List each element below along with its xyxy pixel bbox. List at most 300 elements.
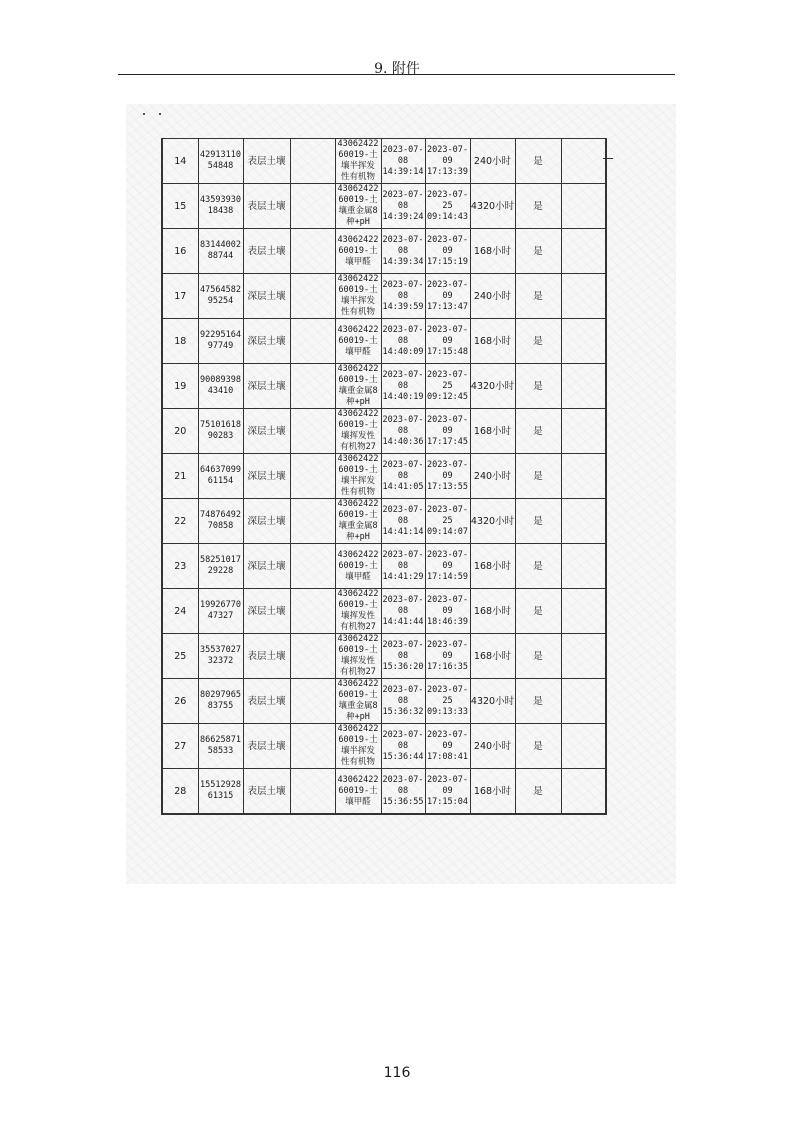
cell-line: 17:15:48 bbox=[427, 346, 468, 357]
table-row bbox=[162, 274, 606, 319]
sample-id-lines bbox=[199, 375, 243, 397]
cell-line: 2023-07- bbox=[382, 594, 424, 605]
project-code-lines bbox=[336, 634, 381, 678]
cell-line: 2023-07- bbox=[382, 549, 424, 560]
cell-line: 47564582 bbox=[200, 285, 241, 295]
sample-id-cell bbox=[198, 364, 243, 409]
row-index-cell: 15 bbox=[162, 184, 198, 229]
cell-line: 09:13:33 bbox=[427, 706, 468, 717]
table-row bbox=[162, 589, 606, 634]
cell-line: 2023-07- bbox=[427, 549, 468, 560]
cell-line: 83755 bbox=[207, 701, 234, 711]
blank-cell bbox=[290, 544, 335, 589]
cell-line: 18:46:39 bbox=[427, 616, 468, 627]
cell-line: 43062422 bbox=[337, 679, 379, 689]
start-time-lines bbox=[382, 325, 425, 358]
project-code-cell bbox=[335, 274, 381, 319]
start-time-cell bbox=[381, 274, 425, 319]
cell-line: 壤半挥发 bbox=[340, 161, 375, 171]
project-code-lines bbox=[336, 274, 381, 318]
cell-line: 43062422 bbox=[337, 774, 379, 785]
sample-id-cell bbox=[198, 769, 243, 815]
cell-line: 60019-土 bbox=[338, 690, 378, 700]
project-code-lines bbox=[336, 589, 381, 633]
cell-line: 54848 bbox=[207, 161, 234, 171]
cell-line: 95254 bbox=[207, 296, 234, 306]
project-code-cell bbox=[335, 229, 381, 274]
cell-line: 09 bbox=[442, 425, 453, 436]
remark-cell bbox=[561, 544, 606, 589]
table-row bbox=[162, 634, 606, 679]
cell-line: 壤甲醛 bbox=[345, 796, 371, 807]
cell-line: 壤甲醛 bbox=[345, 256, 371, 267]
cell-line: 17:14:59 bbox=[427, 571, 468, 582]
cell-line: 64637099 bbox=[200, 465, 241, 475]
compliance-cell: 是 bbox=[515, 544, 561, 589]
blank-cell bbox=[290, 634, 335, 679]
cell-line: 43062422 bbox=[337, 499, 379, 509]
start-time-cell bbox=[381, 319, 425, 364]
cell-line: 2023-07- bbox=[382, 369, 424, 380]
page-number: 116 bbox=[383, 1065, 411, 1081]
blank-cell bbox=[290, 409, 335, 454]
project-code-cell bbox=[335, 184, 381, 229]
sample-id-cell bbox=[198, 409, 243, 454]
end-time-lines bbox=[426, 190, 470, 223]
cell-line: 60019-土 bbox=[338, 735, 378, 745]
end-time-lines bbox=[426, 505, 470, 538]
sample-id-lines bbox=[199, 510, 243, 532]
start-time-lines bbox=[382, 505, 425, 538]
row-index-cell: 26 bbox=[162, 679, 198, 724]
cell-line: 2023-07- bbox=[382, 279, 424, 290]
start-time-lines bbox=[382, 190, 425, 223]
sample-id-lines bbox=[199, 690, 243, 712]
cell-line: 47327 bbox=[207, 611, 234, 621]
cell-line: 42913110 bbox=[200, 150, 241, 160]
sample-id-lines bbox=[199, 735, 243, 757]
cell-line: 80297965 bbox=[200, 690, 241, 700]
project-code-lines bbox=[336, 724, 381, 768]
cell-line: 性有机物 bbox=[340, 172, 375, 182]
blank-cell bbox=[290, 589, 335, 634]
cell-line: 25 bbox=[442, 380, 453, 391]
cell-line: 15:36:20 bbox=[382, 661, 424, 672]
cell-line: 08 bbox=[397, 560, 409, 571]
sample-id-lines bbox=[199, 780, 243, 802]
end-time-cell bbox=[425, 634, 470, 679]
cell-line: 60019-土 bbox=[338, 465, 378, 475]
cell-line: 壤重金属8 bbox=[338, 521, 378, 531]
end-time-cell bbox=[425, 364, 470, 409]
end-time-cell bbox=[425, 274, 470, 319]
cell-line: 43062422 bbox=[337, 364, 379, 374]
holding-period-cell: 240小时 bbox=[470, 454, 515, 499]
cell-line: 43062422 bbox=[337, 139, 379, 149]
cell-line: 08 bbox=[397, 200, 409, 211]
cell-line: 09:14:43 bbox=[427, 211, 468, 222]
cell-line: 08 bbox=[397, 740, 409, 751]
remark-cell bbox=[561, 454, 606, 499]
cell-line: 2023-07- bbox=[427, 729, 468, 740]
cell-line: 14:41:05 bbox=[382, 481, 424, 492]
cell-line: 14:40:09 bbox=[382, 346, 424, 357]
cell-line: 有机物27 bbox=[340, 667, 376, 677]
start-time-cell bbox=[381, 769, 425, 815]
holding-period-cell: 168小时 bbox=[470, 409, 515, 454]
soil-type-cell: 深层土壤 bbox=[243, 544, 290, 589]
cell-line: 09 bbox=[442, 335, 453, 346]
end-time-cell bbox=[425, 319, 470, 364]
compliance-cell: 是 bbox=[515, 769, 561, 815]
compliance-cell: 是 bbox=[515, 679, 561, 724]
sample-id-lines bbox=[199, 645, 243, 667]
cell-line: 60019-土 bbox=[338, 600, 378, 610]
blank-cell bbox=[290, 454, 335, 499]
project-code-cell bbox=[335, 139, 381, 184]
start-time-cell bbox=[381, 454, 425, 499]
start-time-cell bbox=[381, 589, 425, 634]
soil-type-cell: 深层土壤 bbox=[243, 409, 290, 454]
page-header-title: 9. 附件 bbox=[374, 61, 420, 77]
start-time-cell bbox=[381, 139, 425, 184]
table-row bbox=[162, 409, 606, 454]
cell-line: 14:40:36 bbox=[382, 436, 424, 447]
cell-line: 25 bbox=[442, 515, 453, 526]
cell-line: 壤半挥发 bbox=[340, 296, 375, 306]
start-time-lines bbox=[382, 280, 425, 313]
blank-cell bbox=[290, 679, 335, 724]
end-time-lines bbox=[426, 640, 470, 673]
table-row bbox=[162, 769, 606, 815]
compliance-cell: 是 bbox=[515, 229, 561, 274]
holding-period-cell: 4320小时 bbox=[470, 364, 515, 409]
sample-id-cell bbox=[198, 139, 243, 184]
project-code-cell bbox=[335, 679, 381, 724]
start-time-lines bbox=[382, 550, 425, 583]
cell-line: 壤半挥发 bbox=[340, 746, 375, 756]
project-code-lines bbox=[336, 679, 381, 723]
end-time-lines bbox=[426, 415, 470, 448]
cell-line: 2023-07- bbox=[427, 594, 468, 605]
sample-id-cell bbox=[198, 454, 243, 499]
cell-line: 有机物27 bbox=[340, 622, 376, 632]
header-divider bbox=[118, 74, 675, 75]
remark-cell bbox=[561, 319, 606, 364]
cell-line: 性有机物 bbox=[340, 757, 375, 767]
soil-type-cell: 表层土壤 bbox=[243, 229, 290, 274]
soil-type-cell: 表层土壤 bbox=[243, 184, 290, 229]
compliance-cell: 是 bbox=[515, 589, 561, 634]
end-time-cell bbox=[425, 769, 470, 815]
compliance-cell: 是 bbox=[515, 319, 561, 364]
cell-line: 60019-土 bbox=[338, 560, 378, 571]
sample-id-cell bbox=[198, 184, 243, 229]
holding-period-cell: 168小时 bbox=[470, 634, 515, 679]
end-time-lines bbox=[426, 370, 470, 403]
compliance-cell: 是 bbox=[515, 724, 561, 769]
end-time-cell bbox=[425, 499, 470, 544]
blank-cell bbox=[290, 274, 335, 319]
cell-line: 2023-07- bbox=[427, 684, 468, 695]
cell-line: 61315 bbox=[207, 791, 234, 801]
cell-line: 58533 bbox=[207, 746, 234, 756]
cell-line: 2023-07- bbox=[382, 459, 424, 470]
sample-id-cell bbox=[198, 274, 243, 319]
cell-line: 88744 bbox=[207, 251, 234, 261]
sample-id-lines bbox=[199, 240, 243, 262]
remark-cell bbox=[561, 139, 606, 184]
table-row bbox=[162, 724, 606, 769]
remark-cell bbox=[561, 679, 606, 724]
cell-line: 14:41:44 bbox=[382, 616, 424, 627]
row-index-cell: 20 bbox=[162, 409, 198, 454]
cell-line: 种+pH bbox=[346, 532, 370, 542]
cell-line: 2023-07- bbox=[427, 639, 468, 650]
project-code-cell bbox=[335, 724, 381, 769]
project-code-cell bbox=[335, 409, 381, 454]
cell-line: 性有机物 bbox=[340, 307, 375, 317]
project-code-lines bbox=[336, 184, 381, 228]
blank-cell bbox=[290, 229, 335, 274]
sample-id-lines bbox=[199, 150, 243, 172]
cell-line: 43062422 bbox=[337, 634, 379, 644]
cell-line: 09:14:07 bbox=[427, 526, 468, 537]
table-row bbox=[162, 184, 606, 229]
soil-type-cell: 表层土壤 bbox=[243, 634, 290, 679]
sample-id-cell bbox=[198, 319, 243, 364]
remark-cell bbox=[561, 184, 606, 229]
cell-line: 壤重金属8 bbox=[338, 206, 378, 216]
end-time-lines bbox=[426, 550, 470, 583]
end-time-lines bbox=[426, 730, 470, 763]
remark-cell bbox=[561, 589, 606, 634]
cell-line: 43062422 bbox=[337, 274, 379, 284]
cell-line: 08 bbox=[397, 155, 409, 166]
holding-period-cell: 168小时 bbox=[470, 544, 515, 589]
cell-line: 壤甲醛 bbox=[345, 346, 371, 357]
project-code-lines bbox=[336, 325, 381, 358]
cell-line: 43062422 bbox=[337, 234, 379, 245]
cell-line: 种+pH bbox=[346, 712, 370, 722]
holding-period-cell: 168小时 bbox=[470, 589, 515, 634]
cell-line: 92295164 bbox=[200, 330, 241, 340]
compliance-cell: 是 bbox=[515, 634, 561, 679]
cell-line: 32372 bbox=[207, 656, 234, 666]
project-code-lines bbox=[336, 550, 381, 583]
start-time-lines bbox=[382, 640, 425, 673]
start-time-cell bbox=[381, 634, 425, 679]
row-index-cell: 18 bbox=[162, 319, 198, 364]
sample-id-lines bbox=[199, 555, 243, 577]
start-time-lines bbox=[382, 460, 425, 493]
project-code-cell bbox=[335, 544, 381, 589]
start-time-lines bbox=[382, 145, 425, 178]
cell-line: 17:13:39 bbox=[427, 166, 468, 177]
cell-line: 08 bbox=[397, 380, 409, 391]
cell-line: 2023-07- bbox=[382, 414, 424, 425]
blank-cell bbox=[290, 364, 335, 409]
cell-line: 43062422 bbox=[337, 184, 379, 194]
holding-period-cell: 240小时 bbox=[470, 724, 515, 769]
table-row bbox=[162, 229, 606, 274]
cell-line: 2023-07- bbox=[382, 234, 424, 245]
start-time-cell bbox=[381, 679, 425, 724]
blank-cell bbox=[290, 184, 335, 229]
cell-line: 17:13:47 bbox=[427, 301, 468, 312]
cell-line: 43062422 bbox=[337, 589, 379, 599]
compliance-cell: 是 bbox=[515, 184, 561, 229]
cell-line: 60019-土 bbox=[338, 420, 378, 430]
cell-line: 15512928 bbox=[200, 780, 241, 790]
sample-id-cell bbox=[198, 229, 243, 274]
cell-line: 2023-07- bbox=[427, 504, 468, 515]
sample-id-cell bbox=[198, 544, 243, 589]
start-time-cell bbox=[381, 184, 425, 229]
cell-line: 17:16:35 bbox=[427, 661, 468, 672]
cell-line: 09 bbox=[442, 650, 453, 661]
cell-line: 97749 bbox=[207, 341, 234, 351]
end-time-lines bbox=[426, 280, 470, 313]
cell-line: 60019-土 bbox=[338, 195, 378, 205]
row-index-cell: 23 bbox=[162, 544, 198, 589]
cell-line: 09:12:45 bbox=[427, 391, 468, 402]
row-index-cell: 28 bbox=[162, 769, 198, 815]
row-index-cell: 16 bbox=[162, 229, 198, 274]
cell-line: 14:41:14 bbox=[382, 526, 424, 537]
soil-type-cell: 表层土壤 bbox=[243, 679, 290, 724]
row-index-cell: 25 bbox=[162, 634, 198, 679]
blank-cell bbox=[290, 319, 335, 364]
cell-line: 83144002 bbox=[200, 240, 241, 250]
compliance-cell: 是 bbox=[515, 274, 561, 319]
cell-line: 2023-07- bbox=[382, 144, 424, 155]
sample-id-lines bbox=[199, 195, 243, 217]
table-body bbox=[162, 139, 606, 815]
soil-type-cell: 深层土壤 bbox=[243, 319, 290, 364]
start-time-cell bbox=[381, 724, 425, 769]
holding-period-cell: 240小时 bbox=[470, 274, 515, 319]
cell-line: 60019-土 bbox=[338, 510, 378, 520]
cell-line: 14:41:29 bbox=[382, 571, 424, 582]
sample-id-cell bbox=[198, 679, 243, 724]
start-time-lines bbox=[382, 775, 425, 808]
cell-line: 60019-土 bbox=[338, 285, 378, 295]
project-code-lines bbox=[336, 364, 381, 408]
start-time-cell bbox=[381, 499, 425, 544]
end-time-cell bbox=[425, 409, 470, 454]
sample-id-lines bbox=[199, 420, 243, 442]
remark-cell bbox=[561, 769, 606, 815]
start-time-lines bbox=[382, 595, 425, 628]
row-index-cell: 14 bbox=[162, 139, 198, 184]
start-time-cell bbox=[381, 409, 425, 454]
start-time-lines bbox=[382, 730, 425, 763]
project-code-cell bbox=[335, 364, 381, 409]
cell-line: 43062422 bbox=[337, 549, 379, 560]
project-code-lines bbox=[336, 499, 381, 543]
table-row bbox=[162, 364, 606, 409]
table-row bbox=[162, 499, 606, 544]
cell-line: 2023-07- bbox=[382, 774, 424, 785]
blank-cell bbox=[290, 139, 335, 184]
cell-line: 14:39:59 bbox=[382, 301, 424, 312]
soil-type-cell: 深层土壤 bbox=[243, 364, 290, 409]
end-time-cell bbox=[425, 229, 470, 274]
cell-line: 60019-土 bbox=[338, 785, 378, 796]
cell-line: 61154 bbox=[207, 476, 234, 486]
end-time-cell bbox=[425, 679, 470, 724]
holding-period-cell: 240小时 bbox=[470, 139, 515, 184]
table-row bbox=[162, 544, 606, 589]
end-time-lines bbox=[426, 460, 470, 493]
cell-line: 09 bbox=[442, 290, 453, 301]
remark-cell bbox=[561, 634, 606, 679]
remark-cell bbox=[561, 724, 606, 769]
cell-line: 08 bbox=[397, 425, 409, 436]
holding-period-cell: 4320小时 bbox=[470, 499, 515, 544]
project-code-cell bbox=[335, 634, 381, 679]
start-time-lines bbox=[382, 685, 425, 718]
cell-line: 25 bbox=[442, 695, 453, 706]
end-time-lines bbox=[426, 775, 470, 808]
cell-line: 2023-07- bbox=[427, 189, 468, 200]
cell-line: 2023-07- bbox=[382, 189, 424, 200]
compliance-cell: 是 bbox=[515, 454, 561, 499]
end-time-cell bbox=[425, 724, 470, 769]
cell-line: 43062422 bbox=[337, 409, 379, 419]
cell-line: 29228 bbox=[207, 566, 234, 576]
cell-line: 15:36:55 bbox=[382, 796, 424, 807]
cell-line: 14:40:19 bbox=[382, 391, 424, 402]
sample-id-cell bbox=[198, 499, 243, 544]
remark-cell bbox=[561, 229, 606, 274]
cell-line: 14:39:34 bbox=[382, 256, 424, 267]
project-code-lines bbox=[336, 235, 381, 268]
cell-line: 2023-07- bbox=[382, 639, 424, 650]
cell-line: 2023-07- bbox=[382, 729, 424, 740]
row-index-cell: 24 bbox=[162, 589, 198, 634]
project-code-lines bbox=[336, 409, 381, 453]
end-time-cell bbox=[425, 184, 470, 229]
soil-type-cell: 表层土壤 bbox=[243, 139, 290, 184]
compliance-cell: 是 bbox=[515, 364, 561, 409]
cell-line: 90283 bbox=[207, 431, 234, 441]
row-index-cell: 19 bbox=[162, 364, 198, 409]
end-time-lines bbox=[426, 235, 470, 268]
cell-line: 壤重金属8 bbox=[338, 386, 378, 396]
start-time-lines bbox=[382, 370, 425, 403]
project-code-cell bbox=[335, 769, 381, 815]
cell-line: 17:15:19 bbox=[427, 256, 468, 267]
scan-speck bbox=[143, 113, 145, 115]
cell-line: 09 bbox=[442, 740, 453, 751]
start-time-lines bbox=[382, 415, 425, 448]
cell-line: 09 bbox=[442, 560, 453, 571]
cell-line: 43410 bbox=[207, 386, 234, 396]
cell-line: 壤重金属8 bbox=[338, 701, 378, 711]
cell-line: 壤半挥发 bbox=[340, 476, 375, 486]
blank-cell bbox=[290, 769, 335, 815]
table-row bbox=[162, 139, 606, 184]
cell-line: 种+pH bbox=[346, 397, 370, 407]
cell-line: 壤甲醛 bbox=[345, 571, 371, 582]
cell-line: 有机物27 bbox=[340, 442, 376, 452]
end-time-cell bbox=[425, 139, 470, 184]
sample-id-lines bbox=[199, 465, 243, 487]
cell-line: 2023-07- bbox=[427, 459, 468, 470]
cell-line: 09 bbox=[442, 785, 453, 796]
